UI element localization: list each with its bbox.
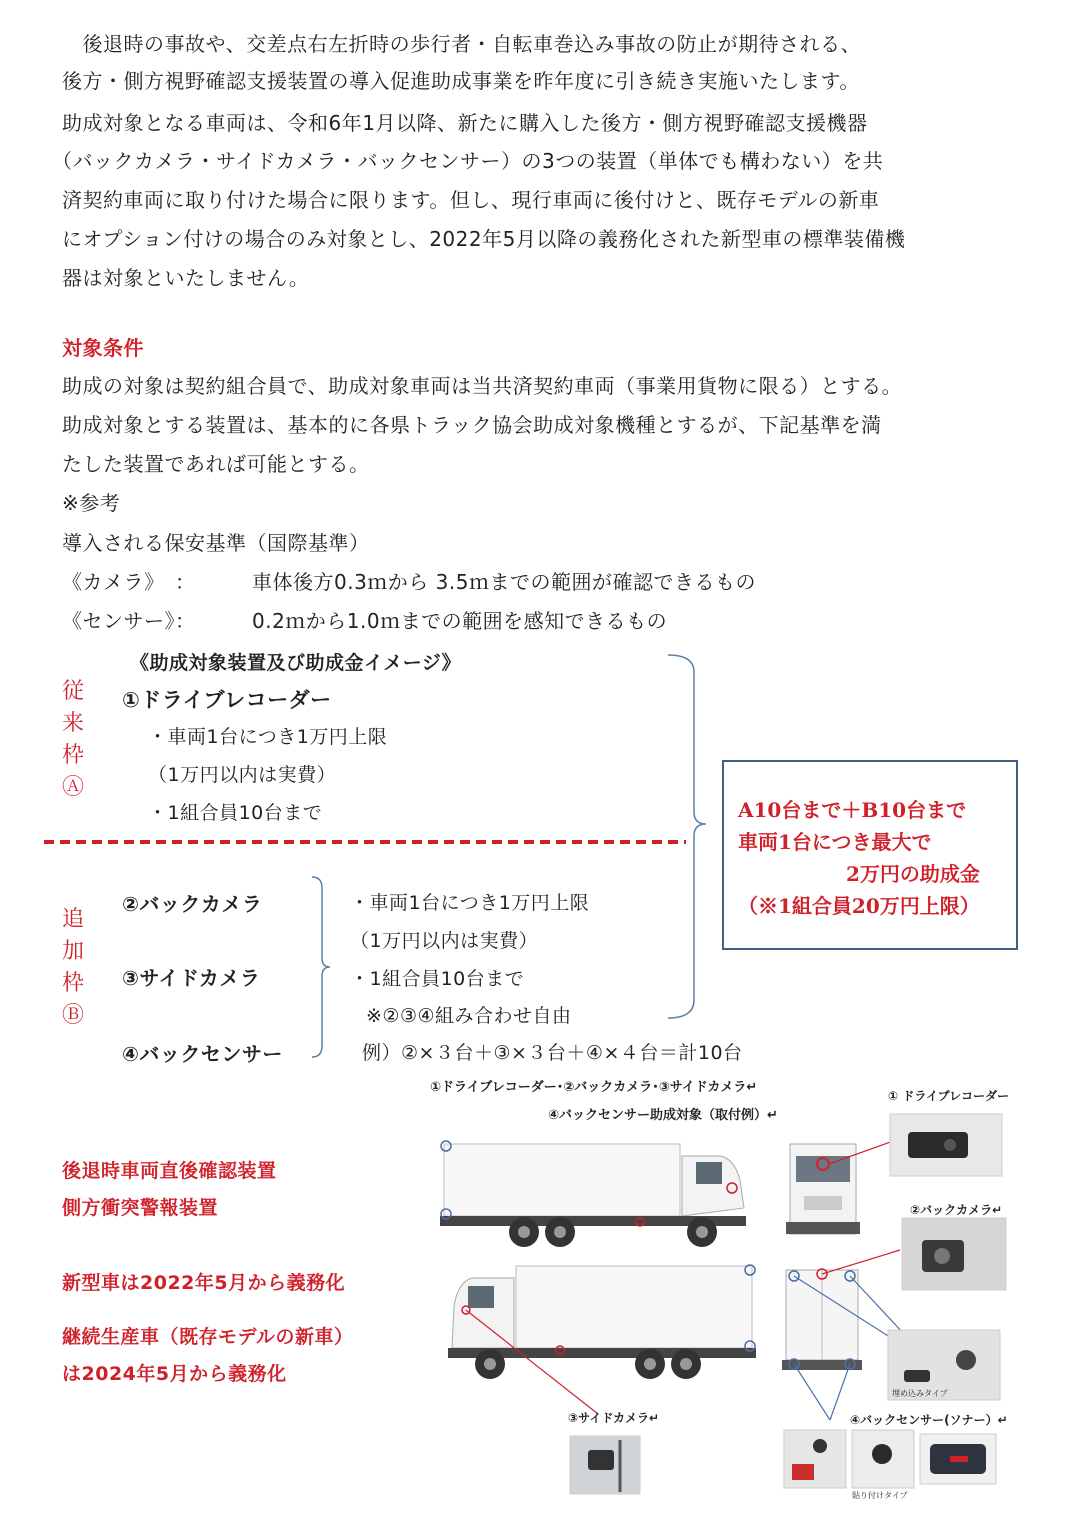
add-detail: （1万円以内は実費） — [350, 930, 539, 952]
intro-line: （バックカメラ・サイドカメラ・バックセンサー）の3つの装置（単体でも構わない）を共 — [52, 149, 884, 173]
figure-caption: ①ドライブレコーダー･②バックカメラ･③サイドカメラ↵ — [430, 1080, 758, 1095]
add-example: 例）②×３台＋③×３台＋④×４台＝計10台 — [362, 1042, 743, 1064]
callout-line: A10台まで＋B10台まで — [738, 798, 967, 822]
standards-line: 導入される保安基準（国際基準） — [62, 531, 370, 555]
mandatory-continuing: は2024年5月から義務化 — [62, 1363, 287, 1385]
back-camera-photo-icon — [902, 1218, 1006, 1290]
side-camera-photo-icon — [570, 1436, 640, 1494]
section-divider — [44, 838, 690, 846]
label-side-camera: ③サイドカメラ↵ — [568, 1411, 660, 1425]
subsidy-callout — [722, 760, 1018, 950]
figure-caption: ④バックセンサー助成対象（取付例）↵ — [548, 1108, 778, 1123]
label-char: Ⓐ — [61, 775, 84, 800]
back-sensor-item: ④バックセンサー — [122, 1042, 283, 1066]
label-char: 追 — [61, 907, 84, 932]
dr-detail: ・1組合員10台まで — [148, 802, 323, 824]
drive-recorder-item: ①ドライブレコーダー — [122, 688, 332, 712]
callout-line: 2万円の助成金 — [846, 862, 980, 886]
small-label: 埋め込みタイプ — [892, 1389, 948, 1398]
truck-front-view-icon — [786, 1140, 896, 1234]
intro-line: 済契約車両に取り付けた場合に限ります。但し、現行車両に後付けと、既存モデルの新車 — [62, 188, 880, 212]
label-char: 従 — [61, 679, 84, 704]
mandatory-continuing: 継続生産車（既存モデルの新車） — [62, 1326, 354, 1348]
back-camera-item: ②バックカメラ — [122, 892, 263, 916]
callout-line: 車両1台につき最大で — [738, 830, 932, 854]
label-back-camera: ②バックカメラ↵ — [910, 1203, 1003, 1217]
add-detail: ・車両1台につき1万円上限 — [350, 892, 590, 914]
total-bracket — [664, 652, 714, 1022]
mandatory-device: 後退時車両直後確認装置 — [62, 1160, 277, 1182]
conditions-heading: 対象条件 — [62, 336, 144, 360]
camera-label: 《カメラ》 ： — [62, 570, 196, 594]
back-sensor-photo-icon — [784, 1430, 996, 1488]
additional-frame-label — [58, 904, 88, 1032]
drive-recorder-photo-icon — [890, 1114, 1002, 1176]
label-char: 枠 — [61, 971, 84, 996]
label-drive-recorder: ① ドライブレコーダー — [888, 1089, 1010, 1103]
section-title: 《助成対象装置及び助成金イメージ》 — [130, 652, 462, 674]
intro-line: 後方・側方視野確認支援装置の導入促進助成事業を昨年度に引き続き実施いたします。 — [62, 69, 860, 93]
label-char: Ⓑ — [61, 1003, 84, 1028]
sensor-label: 《センサー》： — [62, 609, 196, 633]
small-label: 貼り付けタイプ — [852, 1491, 908, 1500]
side-camera-item: ③サイドカメラ — [122, 966, 261, 990]
mandatory-new-model: 新型車は2022年5月から義務化 — [62, 1272, 346, 1294]
label-char: 加 — [61, 939, 84, 964]
dr-detail: （1万円以内は実費） — [148, 764, 337, 786]
items-bracket — [308, 874, 348, 1060]
label-char: 来 — [61, 711, 84, 736]
intro-line: 器は対象といたしません。 — [62, 266, 310, 290]
sensor-criteria: 0.2ｍから1.0ｍまでの範囲を感知できるもの — [252, 609, 668, 633]
conditions-line: 助成の対象は契約組合員で、助成対象車両は当共済契約車両（事業用貨物に限る）とする。 — [62, 374, 903, 398]
mandatory-device: 側方衝突警報装置 — [62, 1197, 219, 1219]
conventional-frame-label — [58, 676, 88, 804]
label-back-sensor: ④バックセンサー(ソナー）↵ — [850, 1413, 1008, 1427]
truck-side-view-left-icon — [448, 1265, 756, 1414]
reference-note: ※参考 — [62, 491, 121, 515]
conditions-line: たした装置であれば可能とする。 — [62, 452, 370, 476]
add-detail: ・1組合員10台まで — [350, 968, 525, 990]
add-detail: ※②③④組み合わせ自由 — [366, 1005, 572, 1027]
installation-figure — [420, 1080, 1060, 1510]
conditions-line: 助成対象とする装置は、基本的に各県トラック協会助成対象機種とするが、下記基準を満 — [62, 413, 882, 437]
camera-criteria: 車体後方0.3ｍから 3.5ｍまでの範囲が確認できるもの — [252, 570, 756, 594]
callout-line: （※1組合員20万円上限） — [738, 894, 980, 918]
dr-detail: ・車両1台につき1万円上限 — [148, 726, 388, 748]
label-char: 枠 — [61, 743, 84, 768]
intro-line: 後退時の事故や、交差点右左折時の歩行者・自転車巻込み事故の防止が期待される、 — [62, 32, 862, 56]
truck-side-view-icon — [440, 1141, 746, 1247]
intro-line: 助成対象となる車両は、令和6年1月以降、新たに購入した後方・側方視野確認支援機器 — [62, 111, 868, 135]
intro-line: にオプション付けの場合のみ対象とし、2022年5月以降の義務化された新型車の標準装備機 — [62, 227, 906, 251]
